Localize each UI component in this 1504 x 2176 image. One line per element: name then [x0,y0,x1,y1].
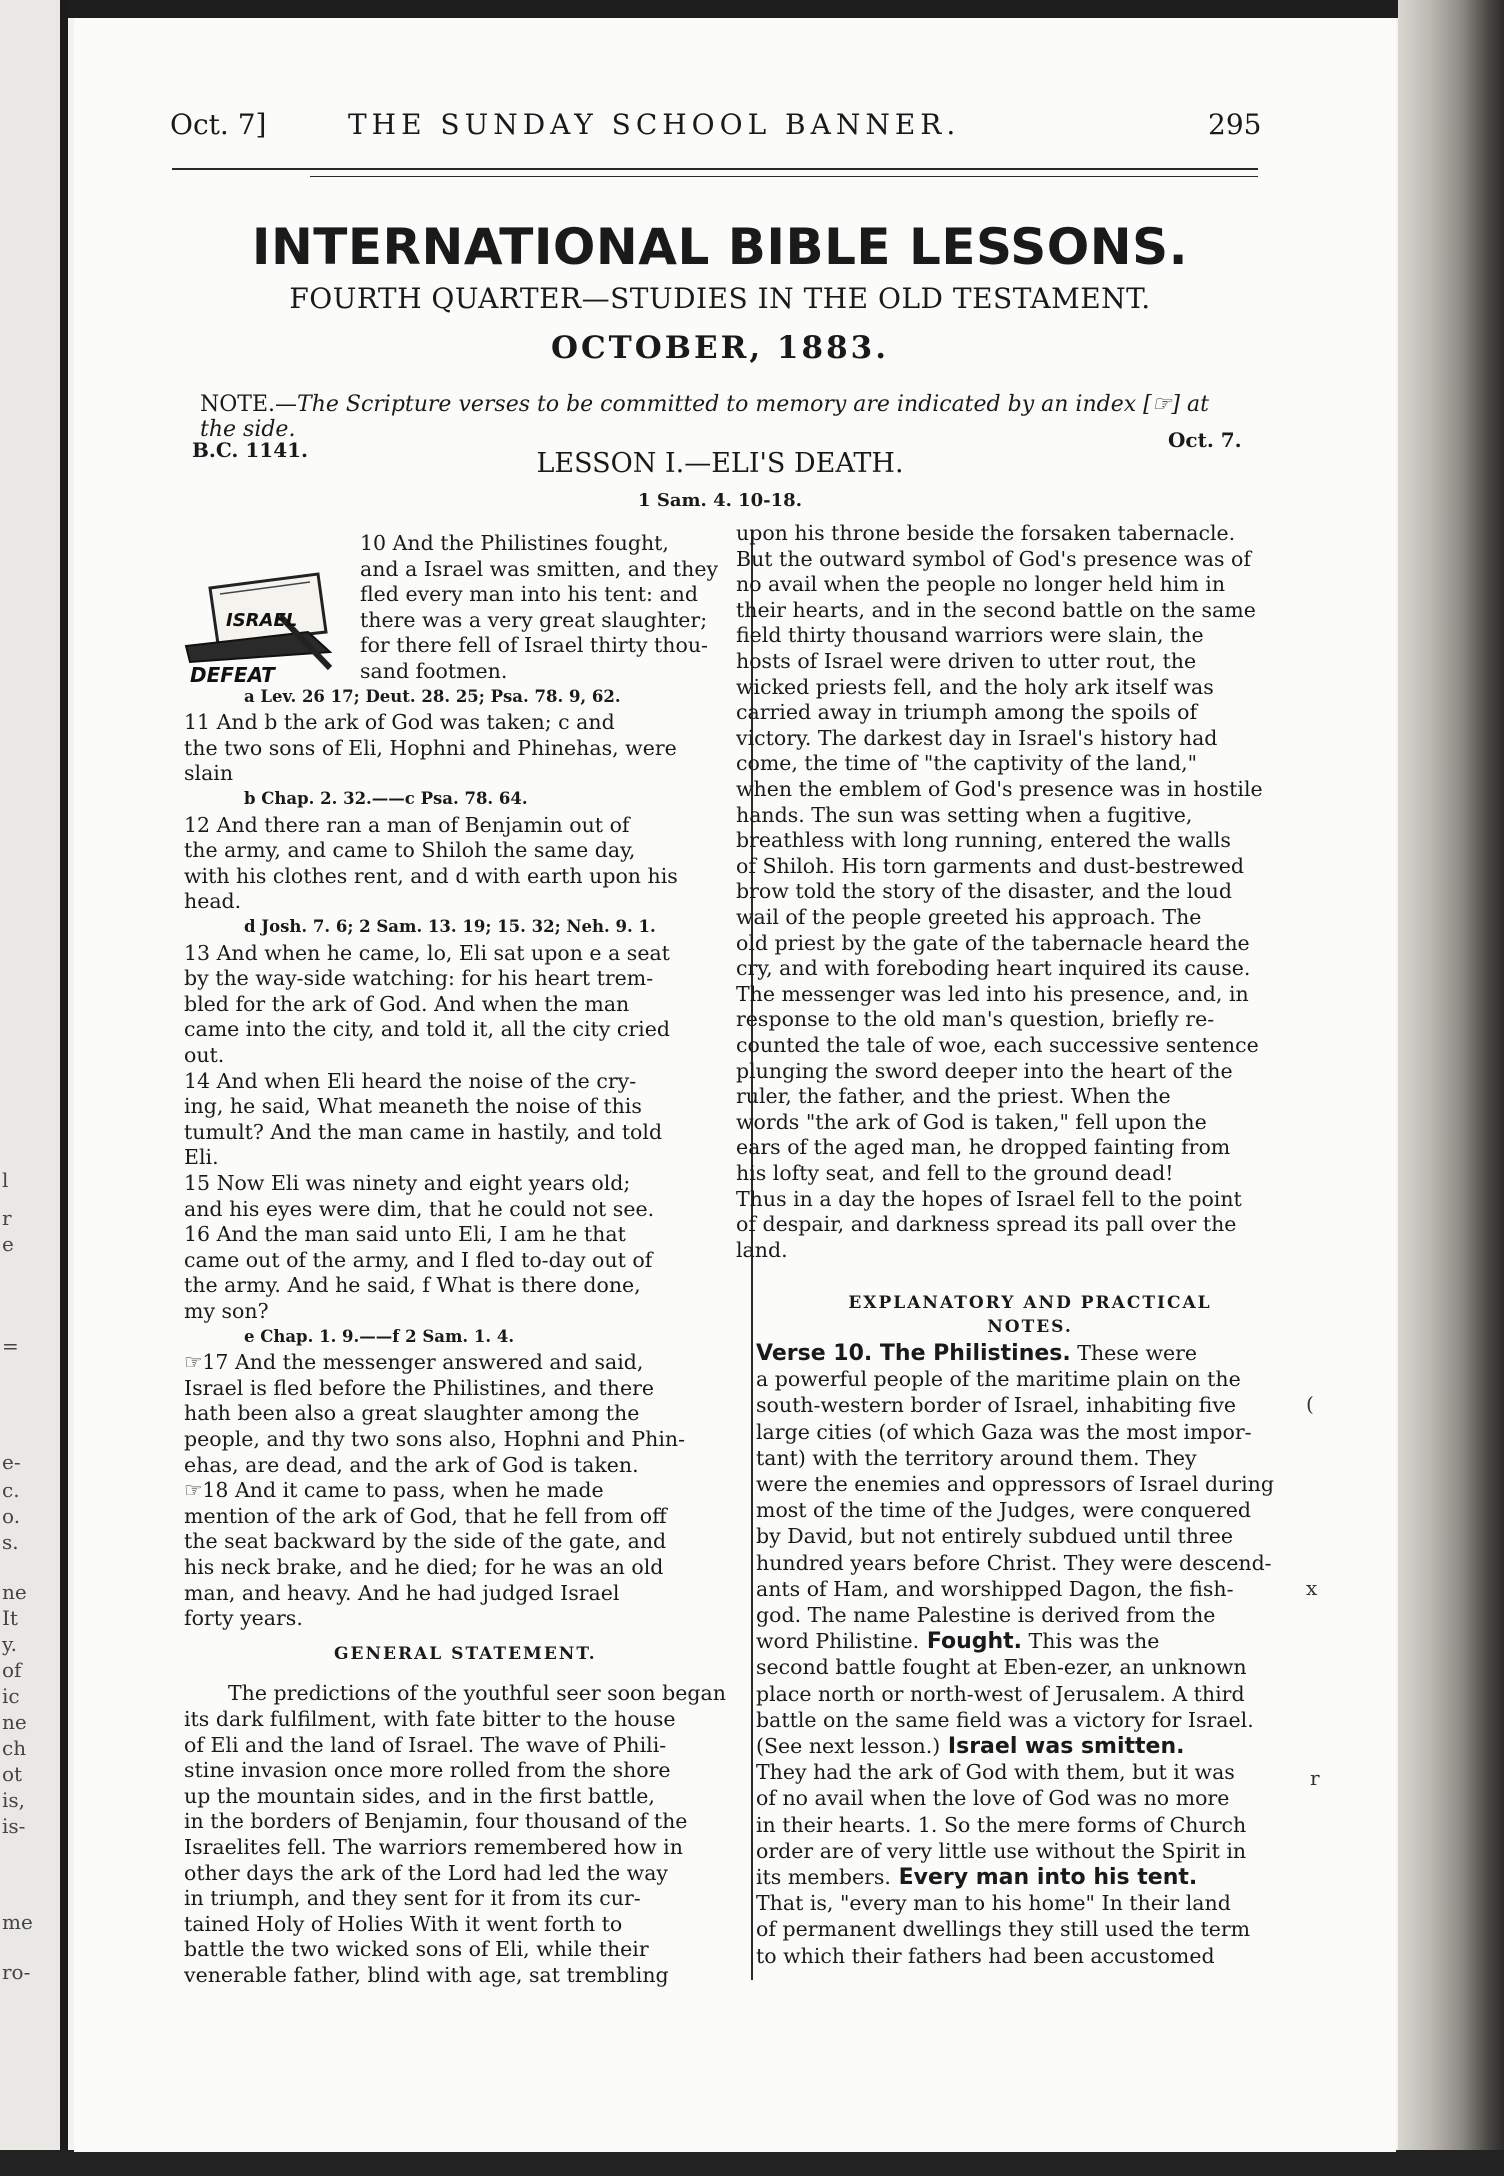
left-column [184,530,734,1987]
notes-line [756,1890,1231,1916]
left-column-line: tumult? And the man came in hastily, and told [184,1119,663,1144]
facing-page-fragment: l [2,1168,9,1192]
note-text: second battle fought at Eben-ezer, an unknown [756,1655,1247,1680]
notes-line [756,1419,1252,1445]
left-column-line: up the mountain sides, and in the first battle, [184,1783,655,1808]
note-text: (See next lesson.) [756,1734,941,1758]
right-column-line: cry, and with foreboding heart inquired its cause. [736,956,1251,981]
note-keyword: Verse 10. The Philistines. [756,1341,1071,1366]
right-column-line: hands. The sun was setting when a fugitive, [736,802,1193,827]
left-column-line: my son? [184,1299,269,1323]
left-column-line: The predictions of the youthful seer soon began [228,1681,726,1706]
left-column-line: b Chap. 2. 32.——c Psa. 78. 64. [244,789,528,808]
left-column-line: slain [184,761,234,786]
notes-line [756,1812,1246,1838]
facing-page-edge [0,0,68,2176]
right-column-line: upon his throne beside the forsaken tabernacle. [736,521,1236,545]
left-column-line: other days the ark of the Lord had led the way [184,1860,669,1885]
month-title: OCTOBER, 1883. [551,330,889,366]
left-column-line: of Eli and the land of Israel. The wave of Phili- [184,1732,667,1757]
note-text: This was the [1022,1629,1160,1654]
note-text: place north or north-west of Jerusalem. A third [756,1681,1245,1706]
left-column-line: fled every man into his tent: and [360,582,698,607]
note-text: to which their fathers had been accustomed [756,1943,1215,1968]
left-column-line: the army, and came to Shiloh the same day, [184,838,636,863]
right-column-line: victory. The darkest day in Israel's history had [736,725,1218,750]
lesson-date: Oct. 7. [1168,428,1242,452]
left-column-line: came into the city, and told it, all the city cried [184,1017,670,1042]
left-column-line: 16 And the man said unto Eli, I am he that [184,1222,626,1247]
note-text: ants of Ham, and worshipped Dagon, the fish- [756,1576,1234,1601]
left-column-line: tained Holy of Holies With it went forth to [184,1911,623,1936]
notes-line [756,1471,1274,1497]
notes-line [756,1916,1250,1942]
notes-line [756,1864,1197,1891]
memory-note: NOTE.—The Scripture verses to be committed to memory are indicated by an index [☞] at the side. [200,392,1209,442]
facing-page-fragment: ne [2,1580,27,1604]
note-text: most of the time of the Judges, were conquered [756,1498,1252,1523]
note-label: NOTE. [200,392,276,417]
right-column-line: wicked priests fell, and the holy ark itself was [736,674,1214,699]
right-column [736,520,1296,1280]
right-column-line: plunging the sword deeper into the heart of the [736,1058,1233,1083]
notes-line [756,1340,1197,1367]
notes-line [756,1785,1229,1811]
left-column-line: battle the two wicked sons of Eli, while their [184,1937,649,1962]
facing-page-fragment: ne [2,1710,27,1734]
note-text: large cities (of which Gaza was the most impor- [756,1419,1252,1444]
left-column-line: and a Israel was smitten, and they [360,556,719,581]
right-column-line: words "the ark of God is taken," fell upon the [736,1109,1207,1134]
facing-page-fragment: ot [2,1762,23,1786]
right-column-line: ears of the aged man, he dropped fainting from [736,1135,1231,1160]
left-column-line: the two sons of Eli, Hophni and Phinehas, were [184,735,677,760]
right-column-line: response to the old man's question, briefly re- [736,1007,1215,1032]
left-column-line: ehas, are dead, and the ark of God is taken. [184,1452,639,1477]
book-gutter-edge [1398,0,1504,2176]
left-column-line: stine invasion once more rolled from the shore [184,1758,671,1783]
notes-line [756,1759,1235,1785]
left-column-line: for there fell of Israel thirty thou- [360,633,708,658]
notes-line [756,1445,1197,1471]
right-column-line: carried away in triumph among the spoils of [736,700,1198,725]
facing-page-fragment: r [2,1206,12,1230]
right-column-line: counted the tale of woe, each successive sentence [736,1033,1259,1057]
left-column-line: with his clothes rent, and d with earth upon his [184,863,678,888]
note-text: were the enemies and oppressors of Israel during [756,1472,1274,1496]
left-column-line: 10 And the Philistines fought, [360,531,669,555]
notes-line [756,1707,1254,1733]
right-column-line: brow told the story of the disaster, and the loud [736,879,1232,904]
left-column-line: came out of the army, and I fled to-day out of [184,1247,653,1272]
right-column-line: breathless with long running, entered the walls [736,828,1231,853]
left-column-line: in triumph, and they sent for it from its cur- [184,1886,641,1911]
note-text: tant) with the territory around them. They [756,1445,1197,1470]
header-rule [172,168,1258,170]
left-column-line: and his eyes were dim, that he could not see. [184,1196,655,1221]
left-column-line: ing, he said, What meaneth the noise of this [184,1094,642,1119]
right-column-line: of Shiloh. His torn garments and dust-bestrewed [736,853,1244,878]
left-column-line: mention of the ark of God, that he fell from off [184,1503,667,1528]
note-text: That is, "every man to his home" In their land [756,1891,1231,1916]
left-column-line: out. [184,1043,225,1067]
facing-page-fragment: ch [2,1736,27,1760]
left-column-line: d Josh. 7. 6; 2 Sam. 13. 19; 15. 32; Neh. 9. 1. [244,917,656,936]
left-column-line: a Lev. 26 17; Deut. 28. 25; Psa. 78. 9, 62. [244,686,621,706]
right-column-line: ruler, the father, and the priest. When the [736,1084,1171,1109]
left-column-line: the army. And he said, f What is there done, [184,1273,641,1298]
main-title: INTERNATIONAL BIBLE LESSONS. [251,218,1189,276]
note-text: its members. [756,1865,891,1889]
notes-heading-line2: NOTES. [987,1317,1073,1337]
notes-heading-line1: EXPLANATORY AND PRACTICAL [848,1293,1212,1313]
left-column-line: Israelites fell. The warriors remembered how in [184,1835,683,1859]
facing-page-fragment: me [2,1910,33,1934]
margin-pencil-mark: ( [1306,1392,1314,1416]
left-column-line: head. [184,889,242,914]
note-text: The Scripture verses to be committed to memory are indicated by an index [☞] at the side. [200,392,1209,442]
left-column-line: Eli. [184,1145,219,1170]
right-column-line: his lofty seat, and fell to the ground dead! [736,1161,1174,1185]
note-keyword: Every man into his tent. [890,1865,1198,1890]
facing-page-fragment: It [2,1606,18,1630]
explanatory-notes [756,1340,1316,1980]
right-column-line: Thus in a day the hopes of Israel fell to the point [736,1186,1242,1211]
notes-line [756,1550,1272,1576]
left-column-line: 15 Now Eli was ninety and eight years old; [184,1171,631,1195]
header-publication: THE SUNDAY SCHOOL BANNER. [348,108,961,141]
right-column-line: land. [736,1237,788,1262]
scan-bottom-border [0,2150,1504,2176]
left-column-line: there was a very great slaughter; [360,607,708,632]
left-column-line: 12 And there ran a man of Benjamin out of [184,812,630,837]
facing-page-fragment: s. [2,1530,19,1554]
left-column-line: the seat backward by the side of the gate, and [184,1529,667,1554]
margin-pencil-mark: x [1306,1576,1318,1600]
facing-page-fragment: of [2,1658,22,1682]
note-keyword: Fought. [919,1629,1023,1655]
note-text: They had the ark of God with them, but it was [756,1760,1235,1785]
left-column-line: 14 And when Eli heard the noise of the cry- [184,1068,637,1093]
right-column-line: wail of the people greeted his approach. The [736,905,1202,929]
facing-page-fragment: c. [2,1478,20,1502]
notes-line [756,1602,1215,1628]
facing-page-fragment: ic [2,1684,20,1708]
left-column-line: e Chap. 1. 9.——f 2 Sam. 1. 4. [244,1326,515,1346]
note-text: in their hearts. 1. So the mere forms of Church [756,1812,1247,1837]
right-column-line: But the outward symbol of God's presence was of [736,546,1251,571]
note-text: word Philistine. [756,1629,920,1654]
notes-line [756,1654,1247,1680]
note-text: a powerful people of the maritime plain on the [756,1367,1241,1392]
facing-page-fragment: is- [2,1814,26,1838]
facing-page-fragment: is, [2,1788,26,1812]
left-column-line: ☞17 And the messenger answered and said, [184,1350,644,1375]
header-rule-thin [310,176,1258,177]
scan-top-border [0,0,1504,18]
lesson-reference: 1 Sam. 4. 10-18. [638,490,802,511]
header-date: Oct. 7] [170,108,267,141]
left-column-line: bled for the ark of God. And when the man [184,991,630,1016]
notes-line [756,1628,1159,1655]
lesson-title: LESSON I.—ELI'S DEATH. [536,448,904,479]
facing-page-fragment: o. [2,1504,21,1528]
stamp-top-word: ISRAEL [226,610,298,631]
stamp-bottom-word: DEFEAT [190,663,275,684]
facing-page-fragment: y. [2,1632,17,1656]
general-statement-heading: GENERAL STATEMENT. [334,1643,597,1664]
left-column-line: 13 And when he came, lo, Eli sat upon e a seat [184,940,670,965]
lesson-bc-date: B.C. 1141. [192,438,308,462]
left-column-line: ☞18 And it came to pass, when he made [184,1478,604,1503]
left-column-line: his neck brake, and he died; for he was an old [184,1555,664,1579]
notes-line [756,1943,1215,1969]
right-column-line: their hearts, and in the second battle on the same [736,597,1256,622]
note-text: These were [1070,1341,1198,1365]
right-column-line: The messenger was led into his presence, and, in [736,981,1249,1006]
left-column-line: venerable father, blind with age, sat trembling [184,1963,669,1987]
right-column-line: of despair, and darkness spread its pall over the [736,1212,1237,1237]
right-column-line: field thirty thousand warriors were slain, the [736,623,1204,648]
header-page-number: 295 [1208,108,1262,141]
note-text: god. The name Palestine is derived from the [756,1603,1216,1627]
left-column-line: Israel is fled before the Philistines, and there [184,1375,655,1400]
note-text: order are of very little use without the Spirit in [756,1838,1247,1863]
left-column-line: hath been also a great slaughter among the [184,1401,640,1426]
note-text: battle on the same field was a victory for Israel. [756,1707,1254,1732]
notes-line [756,1733,1184,1760]
note-text: of permanent dwellings they still used the term [756,1917,1251,1942]
facing-page-fragment: e [2,1232,14,1256]
facing-page-fragment: e- [2,1450,21,1474]
margin-pencil-mark: r [1310,1766,1320,1790]
right-column-line: old priest by the gate of the tabernacle heard the [736,930,1250,955]
note-keyword: Israel was smitten. [940,1734,1185,1759]
note-text: hundred years before Christ. They were descend- [756,1550,1272,1575]
right-column-line: hosts of Israel were driven to utter rout, the [736,649,1197,673]
left-column-line: people, and thy two sons also, Hophni and Phin- [184,1427,686,1451]
right-column-line: come, the time of "the captivity of the land," [736,751,1198,776]
right-column-line: when the emblem of God's presence was in hostile [736,777,1263,801]
notes-line [756,1392,1236,1418]
left-column-line: 11 And b the ark of God was taken; c and [184,710,615,735]
left-column-line: man, and heavy. And he had judged Israel [184,1580,620,1605]
left-column-line: by the way-side watching: for his heart trem- [184,966,654,991]
notes-line [756,1523,1233,1549]
subtitle: FOURTH QUARTER—STUDIES IN THE OLD TESTAMENT. [289,282,1151,315]
left-column-line: forty years. [184,1606,303,1631]
note-text: by David, but not entirely subdued until three [756,1524,1233,1549]
notes-line [756,1576,1234,1602]
notes-line [756,1681,1245,1707]
right-column-line: no avail when the people no longer held him in [736,572,1226,597]
notes-line [756,1497,1251,1523]
notes-line [756,1366,1241,1392]
left-column-line: sand footmen. [360,659,508,683]
left-column-line: in the borders of Benjamin, four thousand of the [184,1809,688,1834]
note-text: south-western border of Israel, inhabiting five [756,1393,1237,1418]
notes-line [756,1838,1246,1864]
left-column-line: its dark fulfilment, with fate bitter to the house [184,1707,676,1731]
facing-page-fragment: = [2,1334,19,1358]
facing-page-fragment: ro- [2,1960,31,1984]
note-text: of no avail when the love of God was no more [756,1786,1230,1811]
